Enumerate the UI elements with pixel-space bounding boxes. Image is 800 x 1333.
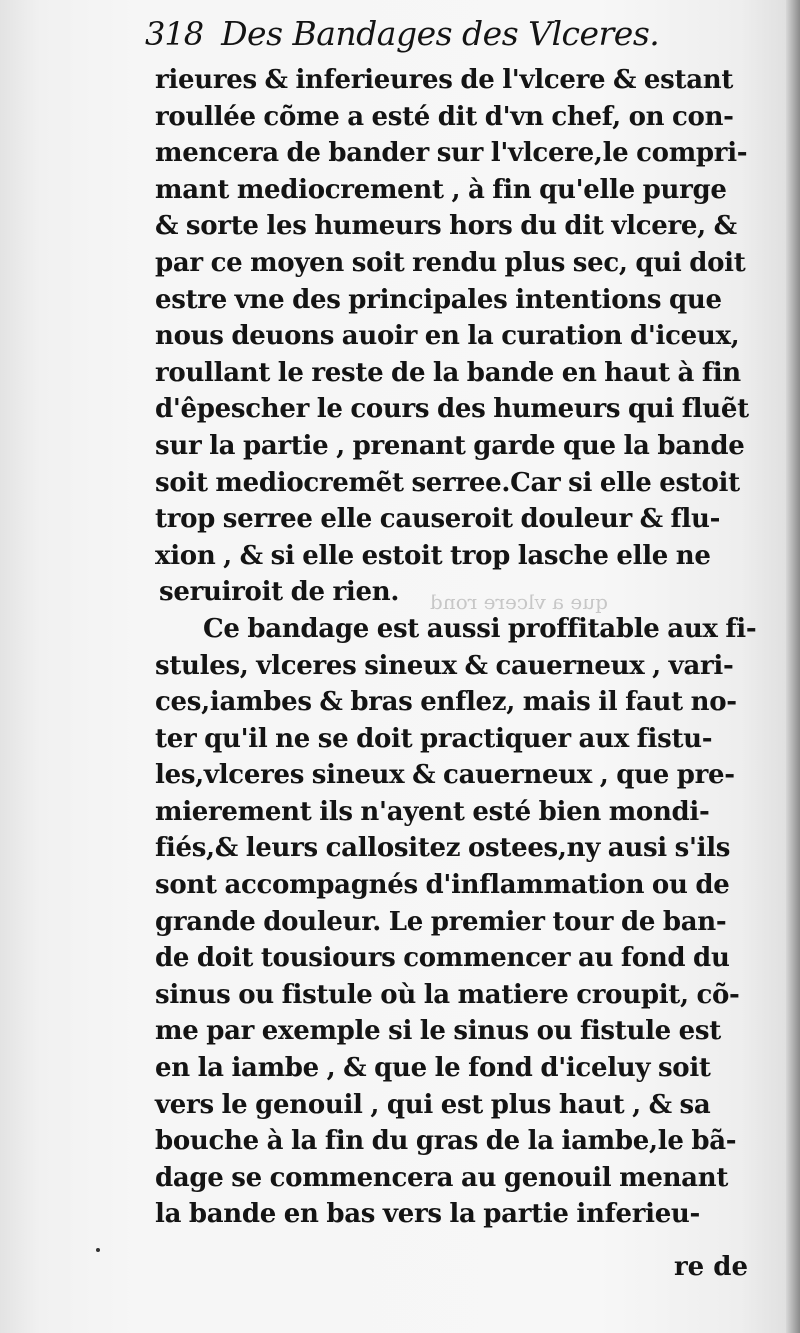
paragraph-start-line: Ce bandage est aussi proffitable aux fi-	[203, 613, 757, 644]
text-line: d'êpescher le cours des humeurs qui fluẽt	[155, 394, 749, 425]
bleed-through-text: que a vlcere rond	[430, 590, 608, 614]
text-line: mierement ils n'ayent esté bien mondi-	[155, 796, 710, 827]
text-line: par ce moyen soit rendu plus sec, qui doit	[155, 247, 746, 278]
text-line: ces,iambes & bras enflez, mais il faut no-	[155, 687, 737, 718]
text-line: la bande en bas vers la partie inferieu-	[155, 1199, 701, 1230]
text-line: mant mediocrement , à fin qu'elle purge	[155, 174, 727, 205]
text-line: nous deuons auoir en la curation d'iceux,	[155, 321, 740, 352]
text-line: les,vlceres sineux & cauerneux , que pre-	[155, 760, 735, 791]
text-line: xion , & si elle estoit trop lasche elle ne	[155, 540, 711, 571]
text-line: mencera de bander sur l'vlcere,le compri-	[155, 138, 748, 169]
text-line: rieures & inferieures de l'vlcere & estant	[155, 65, 734, 95]
text-line: vers le genouil , qui est plus haut , & sa	[155, 1089, 711, 1120]
text-line: sont accompagnés d'inflammation ou de	[155, 870, 730, 901]
text-line: de doit tousiours commencer au fond du	[155, 943, 730, 974]
running-title: Des Bandages des Vlceres.	[221, 14, 660, 53]
text-line: me par exemple si le sinus ou fistule est	[155, 1016, 721, 1047]
text-line: sinus ou fistule où la matiere croupit, cõ-	[155, 979, 740, 1010]
text-line: roullée cõme a esté dit d'vn chef, on con-	[155, 101, 734, 132]
text-line: estre vne des principales intentions que	[155, 284, 722, 315]
text-line: soit mediocremẽt serree.Car si elle estoit	[155, 467, 740, 498]
text-line: fiés,& leurs callositez ostees,ny ausi s'ils	[155, 833, 731, 864]
text-line: roullant le reste de la bande en haut à fin	[155, 357, 741, 388]
text-line: seruiroit de rien.	[159, 577, 400, 608]
text-line: & sorte les humeurs hors du dit vlcere, &	[155, 211, 737, 242]
text-line: dage se commencera au genouil menant	[155, 1162, 729, 1193]
text-line: en la iambe , & que le fond d'iceluy soit	[155, 1053, 711, 1084]
page-number: 318	[145, 15, 204, 53]
page-header	[145, 14, 660, 60]
text-line: trop serree elle causeroit douleur & flu-	[155, 504, 721, 535]
body-text	[155, 62, 757, 1233]
text-line: stules, vlceres sineux & cauerneux , vari-	[155, 650, 734, 681]
page-edge-shadow	[786, 0, 800, 1333]
text-line: ter qu'il ne se doit practiquer aux fistu-	[155, 723, 713, 754]
text-line: grande douleur. Le premier tour de ban-	[155, 906, 727, 937]
catchword: re de	[673, 1252, 748, 1282]
text-line: bouche à la fin du gras de la iambe,le bã-	[155, 1126, 737, 1157]
text-line: sur la partie , prenant garde que la bande	[155, 430, 745, 461]
ink-speck	[96, 1248, 100, 1252]
